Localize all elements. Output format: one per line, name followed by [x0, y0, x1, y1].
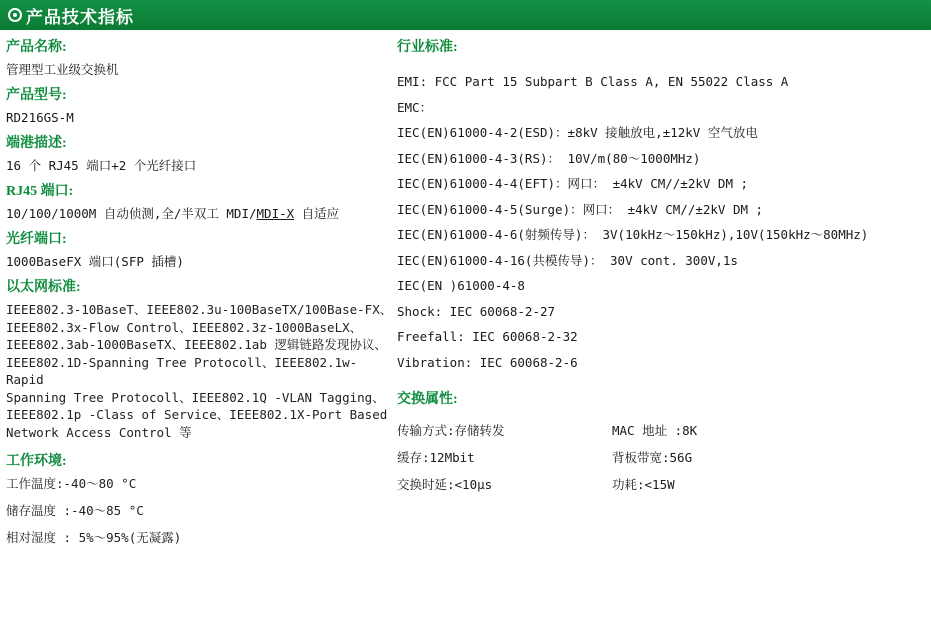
spacer	[397, 61, 923, 69]
port-description-value: 16 个 RJ45 端口+2 个光纤接口	[6, 158, 197, 173]
industry-standard-line: Vibration: IEC 60068-2-6	[397, 354, 578, 370]
attr-buffer: 缓存:12Mbit	[397, 450, 475, 465]
rj45-port-title: RJ45 端口:	[6, 184, 74, 199]
industry-standard-line: IEC(EN)61000-4-4(EFT)：网口： ±4kV CM//±2kV DM ;	[397, 176, 749, 191]
environment-section	[6, 454, 393, 547]
fiber-port-title: 光纤端口:	[6, 232, 67, 247]
industry-standard-line: Freefall: IEC 60068-2-32	[397, 329, 578, 344]
ethernet-standards-line: IEEE802.3x-Flow Control、IEEE802.3z-1000BaseLX、	[6, 319, 363, 335]
switch-attributes-section	[397, 392, 923, 498]
environment-line: 储存温度 :-40～85 °C	[6, 503, 144, 518]
attr-mac-address: MAC 地址 :8K	[612, 423, 698, 438]
ethernet-standards-line: IEEE802.3ab-1000BaseTX、IEEE802.1ab 逻辑链路发现协议、	[6, 337, 387, 352]
industry-standard-line: IEC(EN)61000-4-16(共模传导)： 30V cont. 300V,1s	[397, 252, 738, 268]
fiber-port-section	[6, 232, 393, 271]
industry-standards-title: 行业标准:	[397, 40, 458, 55]
industry-standard-line: EMI: FCC Part 15 Subpart B Class A, EN 55022 Class A	[397, 74, 789, 89]
ethernet-standards-line: Spanning Tree Protocoll、IEEE802.1Q -VLAN Tagging、	[6, 389, 385, 405]
content-columns	[0, 30, 931, 556]
ethernet-standards-line: IEEE802.1p -Class of Service、IEEE802.1X-Port Based	[6, 407, 388, 422]
product-model-title: 产品型号:	[6, 88, 67, 103]
environment-title: 工作环境:	[6, 454, 67, 469]
product-name-section	[6, 40, 393, 79]
industry-standard-line: IEC(EN )61000-4-8	[397, 278, 525, 293]
attr-switch-latency: 交换时延:<10μs	[397, 477, 493, 492]
page-title: 产品技术指标	[26, 7, 134, 27]
ethernet-standards-line: IEEE802.3-10BaseT、IEEE802.3u-100BaseTX/100Base-FX、	[6, 302, 393, 317]
environment-line: 工作温度:-40～80 °C	[6, 476, 137, 491]
attr-transmission-mode: 传输方式:存储转发	[397, 423, 505, 438]
port-description-section	[6, 136, 393, 175]
port-description-title: 端港描述:	[6, 136, 67, 151]
product-model-section	[6, 88, 393, 127]
bullet-circle-icon	[8, 8, 22, 22]
fiber-port-value: 1000BaseFX 端口(SFP 插槽)	[6, 254, 184, 269]
ethernet-standards-section	[6, 280, 393, 441]
product-name-value: 管理型工业级交换机	[6, 62, 119, 77]
industry-standards-section	[397, 40, 923, 375]
attr-power-consumption: 功耗:<15W	[612, 477, 675, 492]
industry-standard-line: IEC(EN)61000-4-2(ESD)：±8kV 接触放电,±12kV 空气放电	[397, 125, 758, 140]
product-model-value: RD216GS-M	[6, 110, 74, 125]
rj45-port-value: 10/100/1000M 自动侦测,全/半双工 MDI/MDI-X 自适应	[6, 206, 340, 221]
switch-attributes-title: 交换属性:	[397, 392, 458, 407]
spacer	[397, 384, 923, 392]
section-header-bar	[0, 0, 931, 30]
industry-standard-line: IEC(EN)61000-4-3(RS)： 10V/m(80～1000MHz)	[397, 150, 701, 166]
environment-line: 相对湿度 : 5%～95%(无凝露)	[6, 530, 182, 545]
ethernet-standards-line: IEEE802.1D-Spanning Tree Protocoll、IEEE802.1w-Rapid	[6, 354, 358, 387]
industry-standard-line: IEC(EN)61000-4-6(射频传导)： 3V(10kHz～150kHz),10V(150kHz～80MHz)	[397, 227, 869, 242]
product-name-title: 产品名称:	[6, 40, 67, 55]
right-column	[393, 40, 923, 556]
industry-standard-line: EMC：	[397, 99, 433, 115]
switch-attributes-grid	[397, 417, 923, 498]
industry-standard-line: IEC(EN)61000-4-5(Surge)：网口： ±4kV CM//±2kV DM ;	[397, 201, 764, 217]
ethernet-standards-title: 以太网标准:	[6, 280, 81, 295]
ethernet-standards-line: Network Access Control 等	[6, 424, 192, 440]
left-column	[0, 40, 393, 556]
industry-standard-line: Shock: IEC 60068-2-27	[397, 303, 556, 319]
attr-backplane-bandwidth: 背板带宽:56G	[612, 450, 693, 465]
rj45-port-section	[6, 184, 393, 223]
